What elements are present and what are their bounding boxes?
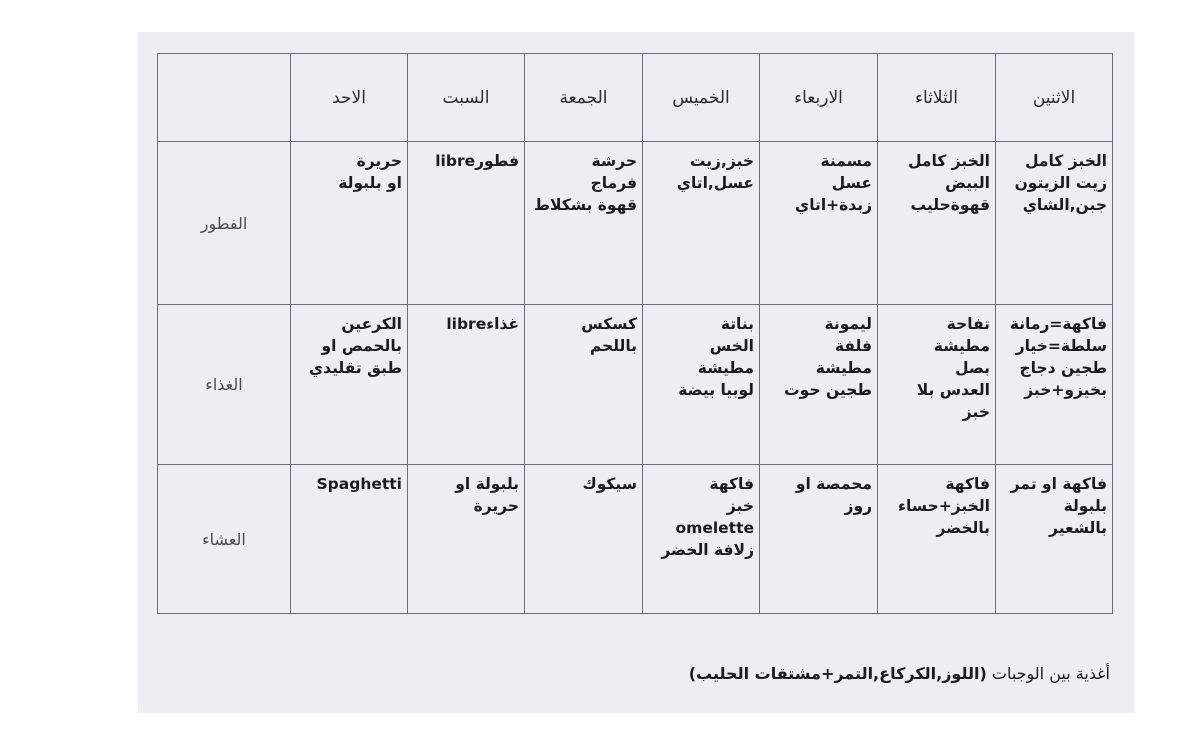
meal-cell [643, 305, 760, 465]
day-header: الثلاثاء [878, 54, 996, 142]
meal-item: خبز [962, 403, 990, 421]
meal-item: البيض [945, 174, 990, 192]
meal-item: تفاحة [946, 315, 990, 333]
meal-item: خبز,زيت [689, 152, 754, 170]
day-header: الاحد [291, 54, 408, 142]
meal-item: باللحم [589, 337, 637, 355]
corner-cell [158, 54, 291, 142]
meal-label: العشاء [158, 465, 291, 614]
meal-cell [878, 305, 996, 465]
meal-item: زلافة الخضر [661, 541, 754, 559]
meal-item: العدس بلا [916, 381, 990, 399]
meal-item: بالخضر [936, 519, 990, 537]
meal-item: مطيشة [815, 359, 872, 377]
meal-item: حريرة [356, 152, 402, 170]
meal-cell [878, 465, 996, 614]
meal-item: محمصة او [795, 475, 872, 493]
meal-cell [760, 305, 878, 465]
meal-item: بلبولة [1063, 497, 1107, 515]
meal-item: فرماج [590, 174, 637, 192]
day-header: الاربعاء [760, 54, 878, 142]
meal-item: فطورlibre [435, 152, 519, 170]
meal-item: بصل [955, 359, 990, 377]
day-header: الاثنين [996, 54, 1113, 142]
meal-item: خبز [726, 497, 754, 515]
meal-cell [408, 465, 525, 614]
meal-item: Spaghetti [316, 475, 402, 493]
meal-item: حرشة [591, 152, 637, 170]
meal-cell [408, 142, 525, 305]
meal-item: كسكس [581, 315, 637, 333]
day-header: الخميس [643, 54, 760, 142]
meal-item: لوبيا بيضة [678, 381, 754, 399]
meal-item: طبق تقليدي [308, 359, 402, 377]
meal-item: قهوةحليب [910, 196, 990, 214]
meal-cell [291, 142, 408, 305]
snacks-note-detail: (اللوز,الكركاع,التمر+مشتقات الحليب) [688, 664, 987, 683]
header-row [158, 54, 1113, 142]
meal-item: حريرة [473, 497, 519, 515]
meal-item: ليمونة [824, 315, 872, 333]
meal-item: مسمنة [820, 152, 872, 170]
meal-item: الخس [709, 337, 754, 355]
meal-cell [760, 465, 878, 614]
meal-item: الخبز كامل [908, 152, 990, 170]
meal-item: عسل,اتاي [676, 174, 754, 192]
meal-item: طجين دجاج [1019, 359, 1107, 377]
meal-label: الفطور [158, 142, 291, 305]
meal-item: فاكهة او تمر [1010, 475, 1107, 493]
meal-cell [760, 142, 878, 305]
table-body [158, 54, 1113, 614]
meal-item: طجين حوت [784, 381, 872, 399]
meal-row [158, 142, 1113, 305]
meal-item: روز [844, 497, 872, 515]
meal-item: فاكهة [945, 475, 990, 493]
meal-item: الخبز كامل [1025, 152, 1107, 170]
meal-item: عسل [831, 174, 872, 192]
meal-cell [996, 142, 1113, 305]
snacks-note [610, 664, 1110, 683]
meal-row [158, 465, 1113, 614]
meal-item: بخيزو+خبز [1024, 381, 1107, 399]
meal-row [158, 305, 1113, 465]
meal-item: مطيشة [933, 337, 990, 355]
meal-item: بالحمص او [321, 337, 402, 355]
meal-item: بناتة [720, 315, 754, 333]
meal-item: زبدة+اتاي [795, 196, 872, 214]
meal-cell [643, 142, 760, 305]
meal-cell [525, 465, 643, 614]
meal-item: غذاءlibre [446, 315, 519, 333]
meal-cell [996, 465, 1113, 614]
meal-item: بالشعير [1049, 519, 1107, 537]
meal-item: بلبولة او [455, 475, 519, 493]
meal-item: الخبز+حساء [898, 497, 990, 515]
meal-item: سيكوك [582, 475, 637, 493]
meal-cell [525, 305, 643, 465]
meal-item: زيت الزيتون [1014, 174, 1107, 192]
meal-item: فاكهة=رمانة [1009, 315, 1107, 333]
weekly-meal-table [157, 53, 1113, 614]
meal-label: الغذاء [158, 305, 291, 465]
meal-cell [291, 305, 408, 465]
meal-item: جبن,الشاي [1022, 196, 1107, 214]
meal-item: مطيشة [697, 359, 754, 377]
meal-cell [878, 142, 996, 305]
meal-cell [996, 305, 1113, 465]
meal-cell [408, 305, 525, 465]
day-header: الجمعة [525, 54, 643, 142]
meal-item: فاكهة [709, 475, 754, 493]
meal-item: الكرعين [341, 315, 402, 333]
meal-item: omelette [675, 519, 754, 537]
meal-cell [291, 465, 408, 614]
meal-cell [525, 142, 643, 305]
meal-item: او بلبولة [338, 174, 402, 192]
meal-item: قهوة بشكلاط [533, 196, 637, 214]
meal-cell [643, 465, 760, 614]
snacks-note-prefix: أغذية بين الوجبات [991, 664, 1110, 683]
day-header: السبت [408, 54, 525, 142]
meal-item: فلفة [834, 337, 872, 355]
scanned-page [138, 32, 1134, 713]
meal-item: سلطة=خيار [1015, 337, 1107, 355]
